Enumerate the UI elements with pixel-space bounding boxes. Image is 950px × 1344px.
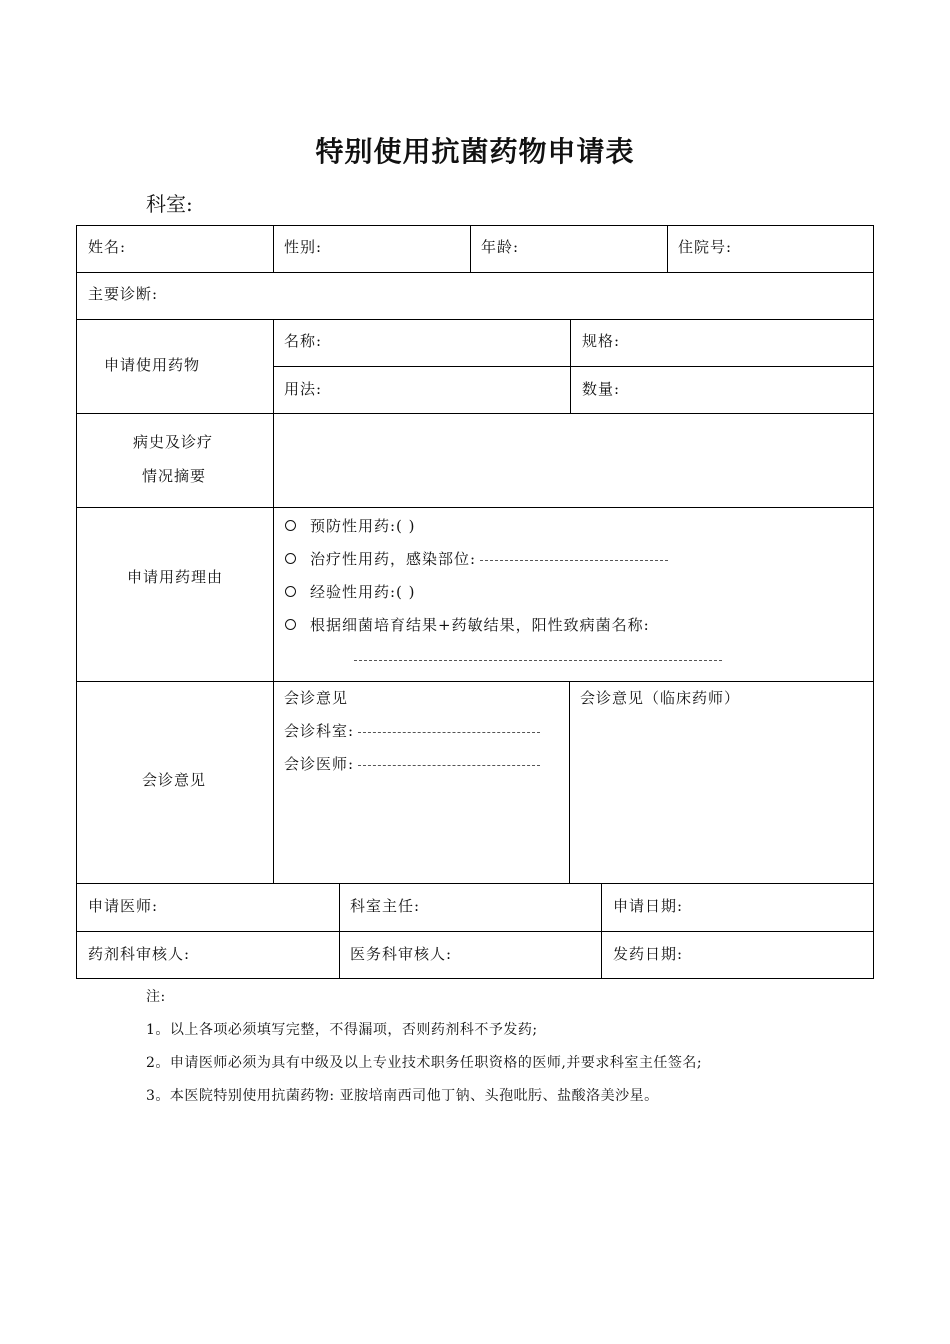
grid-line	[76, 681, 874, 682]
consult-doctor-label: 会诊医师:	[284, 755, 355, 773]
note-item: 1。以上各项必须填写完整，不得漏项，否则药剂科不予发药;	[146, 1022, 538, 1038]
grid-line	[601, 883, 602, 978]
consult-pharmacist-title: 会诊意见（临床药师）	[580, 689, 741, 707]
grid-line	[273, 366, 874, 367]
dispense-date-field[interactable]: 发药日期:	[613, 945, 684, 963]
history-label-line1: 病史及诊疗	[133, 433, 214, 451]
grid-line	[76, 225, 874, 226]
reason-option-prophylactic[interactable]	[285, 515, 416, 536]
consult-left-title: 会诊意见	[284, 689, 349, 707]
department-label: 科室:	[146, 192, 193, 216]
option-label: 预防性用药:( )	[310, 517, 416, 535]
drug-name-field[interactable]: 名称:	[284, 332, 323, 350]
reason-option-empirical[interactable]	[285, 581, 416, 602]
grid-line	[76, 883, 874, 884]
option-label: 治疗性用药，感染部位:	[310, 550, 477, 568]
grid-line	[76, 319, 874, 320]
application-date-field[interactable]: 申请日期:	[613, 897, 684, 915]
history-summary-field[interactable]	[274, 414, 873, 507]
reason-option-culture[interactable]	[285, 614, 650, 635]
grid-line	[273, 225, 274, 272]
pharmacy-reviewer-field[interactable]: 药剂科审核人:	[88, 945, 191, 963]
grid-line	[76, 931, 874, 932]
name-field[interactable]: 姓名:	[88, 238, 127, 256]
grid-line	[570, 319, 571, 413]
drug-usage-field[interactable]: 用法:	[284, 380, 323, 398]
grid-line	[76, 507, 874, 508]
grid-line	[339, 883, 340, 978]
drug-section-label: 申请使用药物	[104, 356, 201, 374]
grid-line	[470, 225, 471, 272]
history-label-line2: 情况摘要	[142, 467, 207, 485]
note-item: 2。申请医师必须为具有中级及以上专业技术职务任职资格的医师,并要求科室主任签名;	[146, 1055, 703, 1071]
grid-line	[667, 225, 668, 272]
consult-dept-field[interactable]	[284, 720, 540, 741]
consult-dept-label: 会诊科室:	[284, 722, 355, 740]
note-item: 3。本医院特别使用抗菌药物: 亚胺培南西司他丁钠、头孢吡肟、盐酸洛美沙星。	[146, 1088, 659, 1104]
medical-reviewer-field[interactable]: 医务科审核人:	[350, 945, 453, 963]
grid-line	[873, 225, 874, 979]
grid-line	[569, 681, 570, 883]
pathogen-name-blank[interactable]	[354, 660, 722, 661]
consult-dept-blank[interactable]	[358, 732, 540, 733]
drug-spec-field[interactable]: 规格:	[582, 332, 621, 350]
reason-option-therapeutic[interactable]	[285, 548, 668, 569]
drug-quantity-field[interactable]: 数量:	[582, 380, 621, 398]
admission-number-field[interactable]: 住院号:	[678, 238, 733, 256]
consult-doctor-blank[interactable]	[358, 765, 540, 766]
grid-line	[76, 225, 77, 979]
grid-line	[76, 978, 874, 979]
option-label: 经验性用药:( )	[310, 583, 416, 601]
sex-field[interactable]: 性别:	[284, 238, 323, 256]
radio-circle-icon[interactable]	[285, 586, 296, 597]
reason-section-label: 申请用药理由	[127, 568, 224, 586]
radio-circle-icon[interactable]	[285, 553, 296, 564]
radio-circle-icon[interactable]	[285, 520, 296, 531]
diagnosis-field[interactable]: 主要诊断:	[88, 285, 159, 303]
consult-doctor-field[interactable]	[284, 753, 540, 774]
radio-circle-icon[interactable]	[285, 619, 296, 630]
consult-section-label: 会诊意见	[142, 771, 207, 789]
grid-line	[76, 272, 874, 273]
applicant-doctor-field[interactable]: 申请医师:	[88, 897, 159, 915]
option-label: 根据细菌培育结果+药敏结果，阳性致病菌名称:	[310, 616, 650, 634]
grid-line	[273, 319, 274, 883]
notes-heading: 注:	[146, 989, 166, 1005]
infection-site-blank[interactable]	[480, 560, 668, 561]
department-director-field[interactable]: 科室主任:	[350, 897, 421, 915]
form-title: 特别使用抗菌药物申请表	[315, 135, 635, 168]
age-field[interactable]: 年龄:	[481, 238, 520, 256]
